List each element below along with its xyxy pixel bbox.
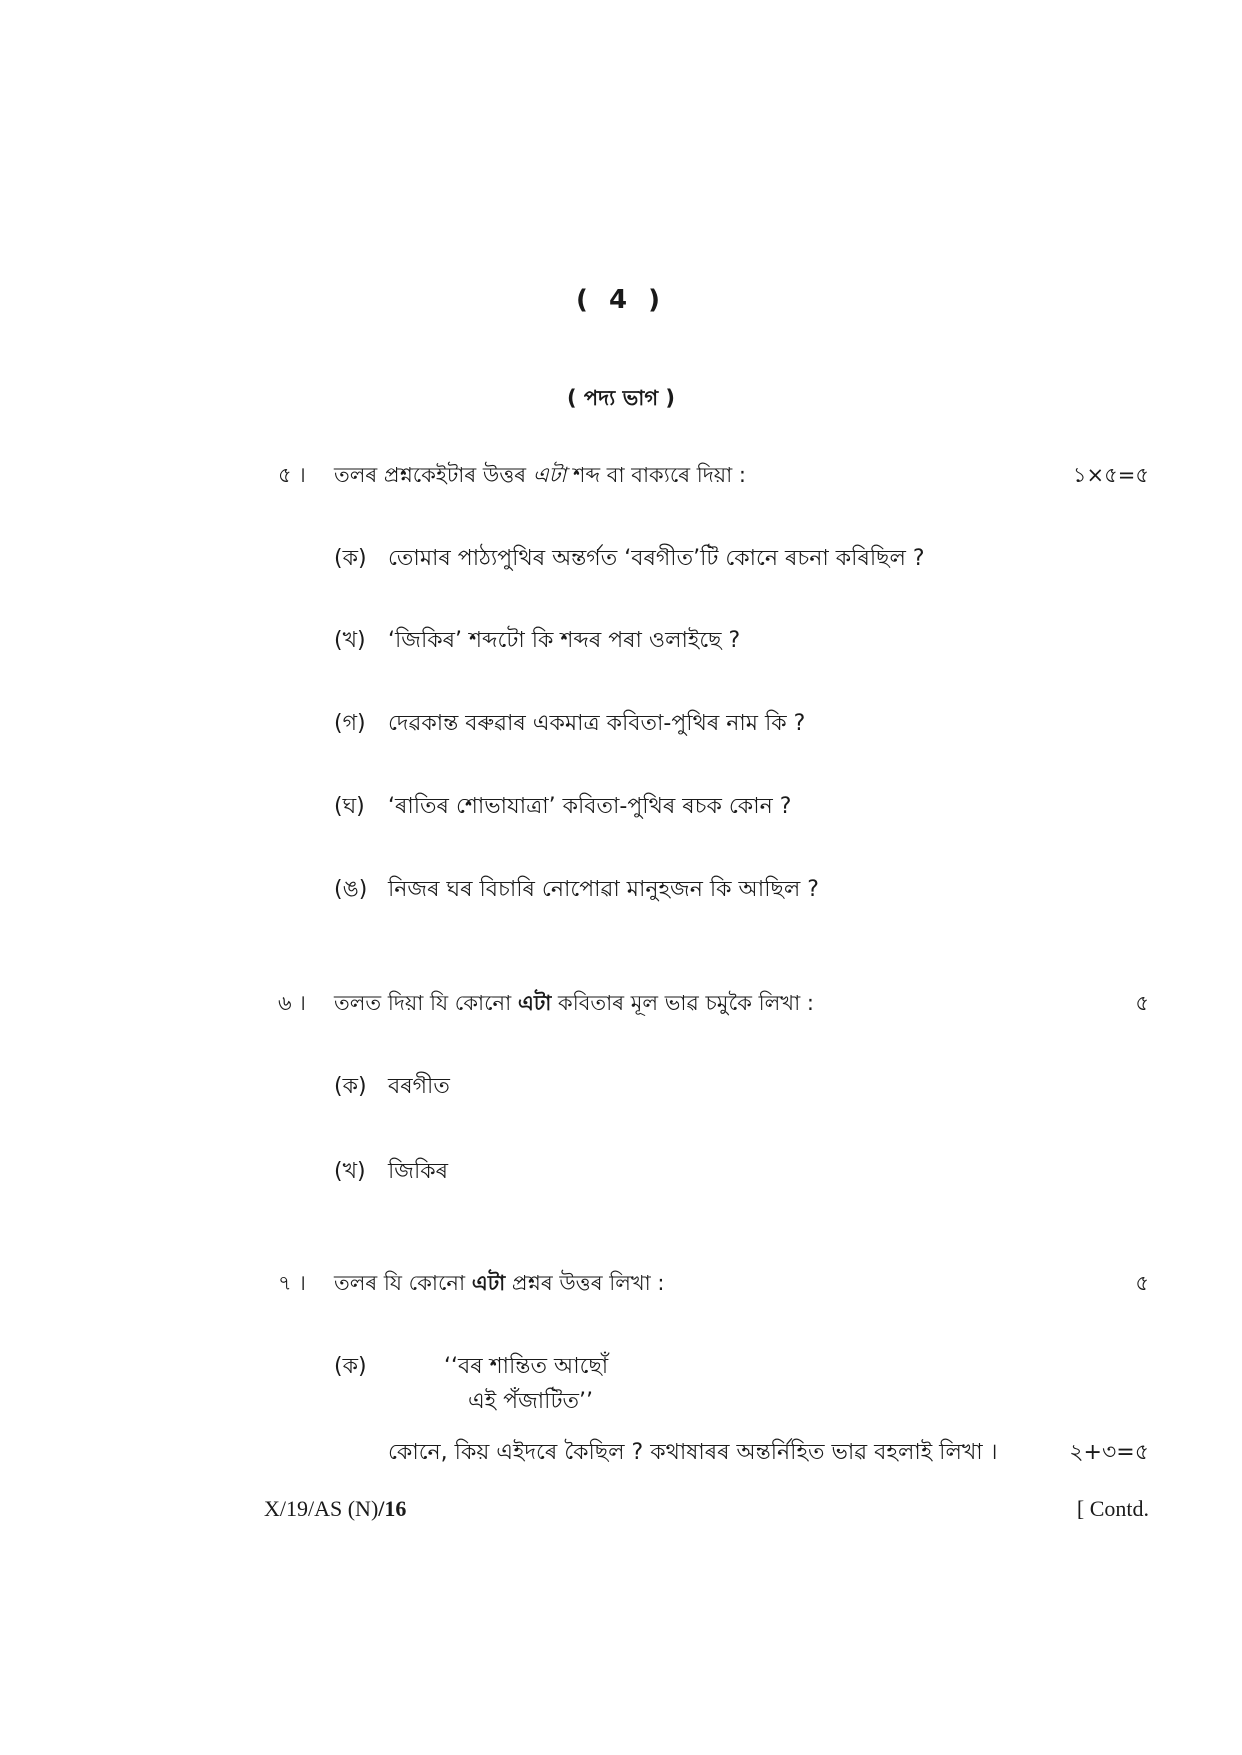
q5-item-label: (ক) [334,546,367,571]
paper-code [264,1496,406,1522]
q6-item-text: জিকিৰ [388,1159,449,1184]
q5-item-label: (গ) [334,711,366,736]
q5-text-after: শব্দ বা বাক্যৰে দিয়া : [566,463,747,487]
q6-text-bold: এটা [517,991,552,1015]
paper-code-suffix: /16 [378,1496,407,1521]
q5-item-text: নিজৰ ঘৰ বিচাৰি নোপোৱা মানুহজন কি আছিল ? [388,877,819,902]
q7-number: ৭ । [278,1271,306,1295]
q7-text [334,1267,664,1302]
q7-item-label: (ক) [334,1354,367,1379]
q7-poem-line-2: এই পঁজাটিত’’ [468,1389,593,1414]
section-title: ( পদ্য ভাগ ) [566,386,675,410]
q5-number: ৫ । [278,463,306,487]
q7-text-before: তলৰ যি কোনো [334,1271,472,1295]
q5-item-label: (খ) [334,628,366,653]
q5-item-text: ‘ৰাতিৰ শোভাযাত্ৰা’ কবিতা-পুথিৰ ৰচক কোন ? [388,794,792,819]
contd-label: [ Contd. [1076,1496,1149,1521]
q7-question: কোনে, কিয় এইদৰে কৈছিল ? কথাষাৰৰ অন্তৰ্নিহিত ভাৱ বহলাই লিখা । [388,1440,998,1465]
q5-item-label: (ঙ) [334,877,368,902]
q5-item-text: তোমাৰ পাঠ্যপুথিৰ অন্তৰ্গত ‘বৰগীত’টি কোনে ৰচনা কৰিছিল ? [388,546,925,571]
q5-text-emph: এটা [532,463,567,487]
q5-item-text: দেৱকান্ত বৰুৱাৰ একমাত্ৰ কবিতা-পুথিৰ নাম কি ? [388,711,806,736]
q5-text-before: তলৰ প্ৰশ্নকেইটাৰ উত্তৰ [334,463,533,487]
q7-marks: ৫ [1135,1271,1149,1295]
q6-text-before: তলত দিয়া যি কোনো [334,991,518,1015]
q6-number: ৬ । [278,991,306,1015]
page-number: ( 4 ) [576,285,666,315]
q5-item-text: ‘জিকিৰ’ শব্দটো কি শব্দৰ পৰা ওলাইছে ? [388,628,741,653]
q7-text-bold: এটা [471,1271,506,1295]
q6-text-after: কবিতাৰ মূল ভাৱ চমুকৈ লিখা : [551,991,814,1015]
q5-text [334,459,746,494]
q6-marks: ৫ [1135,991,1149,1015]
q6-item-text: বৰগীত [388,1074,450,1099]
q6-item-label: (খ) [334,1159,366,1184]
q5-item-label: (ঘ) [334,794,365,819]
q7-question-marks: ২+৩=৫ [1069,1440,1149,1465]
q6-item-label: (ক) [334,1074,367,1099]
q5-marks: ১×৫=৫ [1072,463,1149,487]
paper-code-prefix: X/19/AS (N) [264,1496,379,1521]
q6-text [334,987,814,1022]
q7-text-after: প্ৰশ্নৰ উত্তৰ লিখা : [505,1271,665,1295]
q7-poem-line-1: ‘‘বৰ শান্তিত আছোঁ [444,1354,609,1379]
